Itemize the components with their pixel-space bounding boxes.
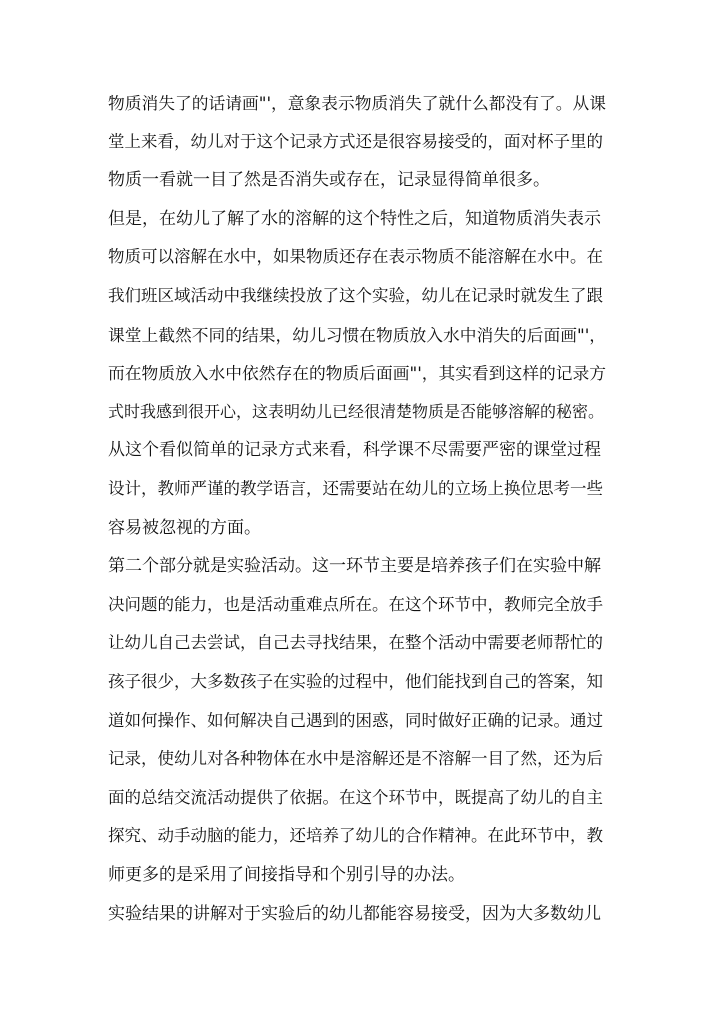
- text-line: 记录，使幼儿对各种物体在水中是溶解还是不溶解一目了然，还为后: [108, 749, 603, 769]
- text-line: 物质一看就一目了然是否消失或存在，记录显得简单很多。: [108, 170, 550, 191]
- text-line: 物质可以溶解在水中，如果物质还存在表示物质不能溶解在水中。在: [108, 247, 603, 267]
- text-line: 设计，教师严谨的教学语言，还需要站在幼儿的立场上换位思考一些: [108, 479, 603, 498]
- text-line: 面的总结交流活动提供了依据。在这个环节中，既提高了幼儿的自主: [108, 787, 603, 807]
- text-line: 但是，在幼儿了解了水的溶解的这个特性之后，知道物质消失表示: [108, 208, 601, 229]
- text-line: 探究、动手动脑的能力，还培养了幼儿的合作精神。在此环节中，教: [108, 826, 603, 846]
- text-line: 让幼儿自己去尝试，自己去寻找结果，在整个活动中需要老师帮忙的: [108, 633, 603, 653]
- text-line: 从这个看似简单的记录方式来看，科学课不尽需要严密的课堂过程: [108, 440, 601, 461]
- text-line: 师更多的是采用了间接指导和个别引导的办法。: [108, 865, 465, 885]
- text-line: 我们班区域活动中我继续投放了这个实验，幼儿在记录时就发生了跟: [108, 286, 603, 305]
- text-line: 物质消失了的话请画"'，意象表示物质消失了就什么都没有了。从课: [108, 93, 607, 113]
- text-line: 容易被忽视的方面。: [108, 517, 261, 538]
- text-line: 道如何操作、如何解决自己遇到的困惑，同时做好正确的记录。通过: [108, 710, 603, 730]
- text-line: 实验结果的讲解对于实验后的幼儿都能容易接受，因为大多数幼儿: [108, 903, 601, 924]
- text-line: 孩子很少，大多数孩子在实验的过程中，他们能找到自己的答案，知: [108, 672, 603, 691]
- text-line: 式时我感到很开心，这表明幼儿已经很清楚物质是否能够溶解的秘密。: [108, 401, 605, 421]
- text-line: 决问题的能力，也是活动重难点所在。在这个环节中，教师完全放手: [108, 594, 603, 614]
- text-line: 堂上来看，幼儿对于这个记录方式还是很容易接受的，面对杯子里的: [108, 131, 603, 151]
- text-line: 第二个部分就是实验活动。这一环节主要是培养孩子们在实验中解: [108, 556, 601, 577]
- text-line: 课堂上截然不同的结果，幼儿习惯在物质放入水中消失的后面画"'，: [108, 324, 607, 345]
- text-line: 而在物质放入水中依然存在的物质后面画"'，其实看到这样的记录方: [108, 363, 607, 384]
